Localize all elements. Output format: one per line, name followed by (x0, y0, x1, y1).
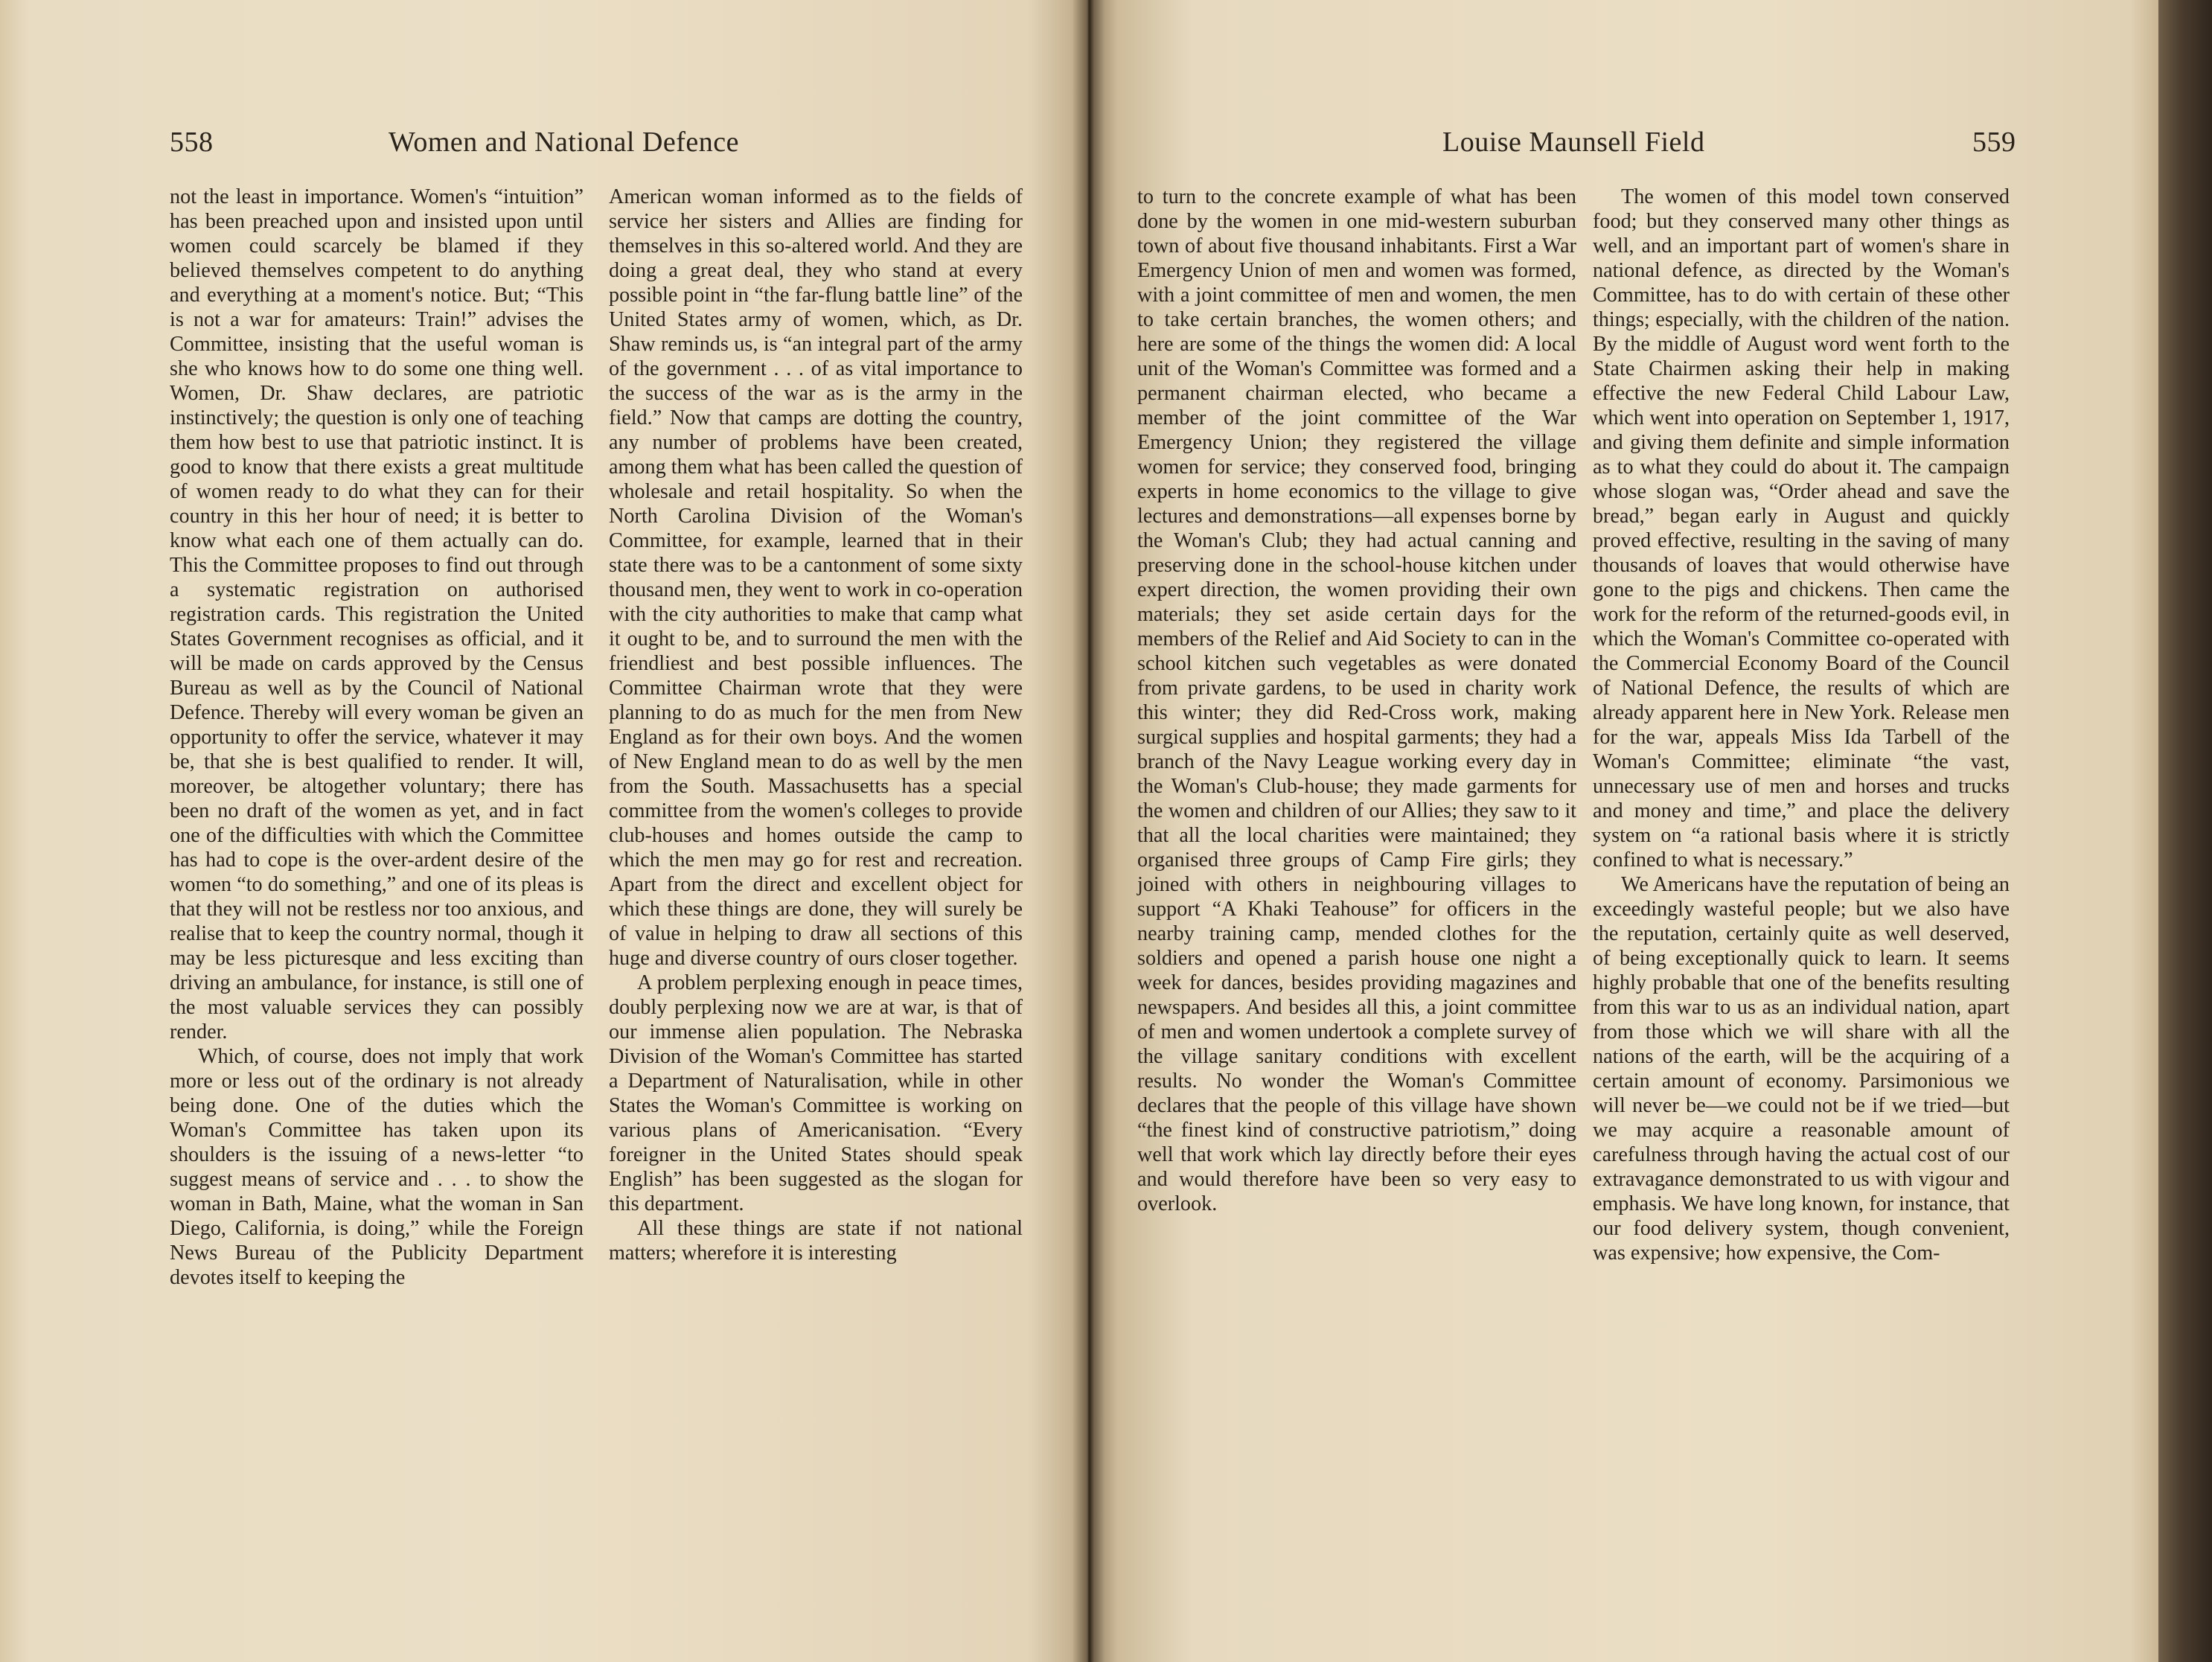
right-column-1 (1137, 185, 1576, 1216)
right-column-2 (1593, 185, 2010, 1265)
left-page-number: 558 (170, 127, 214, 158)
book-cover-edge (2158, 0, 2212, 1662)
paragraph: not the least in importance. Women's “intuition” has been preached upon and insisted upon until women could scarcely be blamed if they believed themselves competent to do anything and everything at a moment's notice. But; “This is not a war for amateurs: Train!” advises the Committee, insisting that the useful woman is she who knows how to do some one thing well. Women, Dr. Shaw declares, are patriotic instinctively; the question is only one of teaching them how best to use that patriotic instinct. It is good to know that there exists a great multitude of women ready to do what they can for their country in this her hour of need; it is better to know what each one of them actually can do. This the Committee proposes to find out through a systematic registration on authorised registration cards. This registration the United States Government recognises as official, and it will be made on cards approved by the Census Bureau as well as by the Council of National Defence. Thereby will every woman be given an opportunity to offer the service, whatever it may be, that she is best qualified to render. It will, moreover, be altogether voluntary; there has been no draft of the women as yet, and in fact one of the difficulties with which the Committee has had to cope is the over-ardent desire of the women “to do something,” and one of its pleas is that they will not be restless nor too anxious, and realise that to keep the country normal, though it may be less picturesque and less exciting than driving an ambulance, for instance, is still one of the most valuable services they can possibly render. (170, 185, 584, 1043)
left-running-title: Women and National Defence (389, 127, 740, 158)
paragraph: Which, of course, does not imply that work more or less out of the ordinary is not already being done. One of the duties which the Woman's Committee has taken upon its shoulders is the issuing of a news-letter “to suggest means of service and . . . to show the woman in Bath, Maine, what the woman in San Diego, California, is doing,” while the Foreign News Bureau of the Publicity Department devotes itself to keeping the (170, 1045, 584, 1289)
paragraph: All these things are state if not national matters; wherefore it is interesting (609, 1217, 1023, 1265)
book-spine-shadow (1072, 0, 1105, 1662)
paragraph: The women of this model town conserved food; but they conserved many other things as well, and an important part of women's share in national defence, as directed by the Woman's Committee, has to do with certain of these other things; especially, with the children of the nation. By the middle of August word went forth to the State Chairmen asking their help in making effective the new Federal Child Labour Law, which went into operation on September 1, 1917, and giving them definite and simple information as to what they could do about it. The campaign whose slogan was, “Order ahead and save the bread,” began early in August and quickly proved effective, resulting in the saving of many thousands of loaves that would otherwise have gone to the pigs and chickens. Then came the work for the reform of the returned-goods evil, in which the Woman's Committee co-operated with the Commercial Economy Board of the Council of National Defence, the results of which are already apparent here in New York. Release men for the war, appeals Miss Ida Tarbell of the Woman's Committee; eliminate “the vast, unnecessary use of men and horses and trucks and money and time,” and place the delivery system on “a rational basis where it is strictly confined to what is necessary.” (1593, 185, 2010, 872)
right-page (1088, 0, 2158, 1662)
left-column-2 (609, 185, 1023, 1265)
right-page-number: 559 (1972, 127, 2016, 158)
paragraph: We Americans have the reputation of being an exceedingly wasteful people; but we also have the reputation, certainly quite as well deserved, of being exceptionally quick to learn. It seems highly probable that one of the benefits resulting from this war to us as an individual nation, apart from those which we will share with all the nations of the earth, will be the acquiring of a certain amount of economy. Parsimonious we will never be—we could not be if we tried—but we may acquire a reasonable amount of carefulness through having the actual cost of our extravagance demonstrated to us with vigour and emphasis. We have long known, for instance, that our food delivery system, though convenient, was expensive; how expensive, the Com- (1593, 873, 2010, 1265)
left-page (0, 0, 1088, 1662)
paragraph: A problem perplexing enough in peace times, doubly perplexing now we are at war, is that of our immense alien population. The Nebraska Division of the Woman's Committee has started a Department of Naturalisation, while in other States the Woman's Committee is working on various plans of Americanisation. “Every foreigner in the United States should speak English” has been suggested as the slogan for this department. (609, 971, 1023, 1215)
paragraph: to turn to the concrete example of what has been done by the women in one mid-western suburban town of about five thousand inhabitants. First a War Emergency Union of men and women was formed, with a joint committee of men and women, the men to take certain branches, the women others; and here are some of the things the women did: A local unit of the Woman's Committee was formed and a permanent chairman elected, who became a member of the joint committee of the War Emergency Union; they registered the village women for service; they conserved food, bringing experts in home economics to the village to give lectures and demonstrations—all expenses borne by the Woman's Club; they had actual canning and preserving done in the school-house kitchen under expert direction, the women providing their own materials; they set aside certain days for the members of the Relief and Aid Society to can in the school kitchen such vegetables as were donated from private gardens, to be used in charity work this winter; they did Red-Cross work, making surgical supplies and hospital garments; they had a branch of the Navy League working every day in the Woman's Club-house; they made garments for the women and children of our Allies; they saw to it that all the local charities were maintained; they organised three groups of Camp Fire girls; they joined with others in neighbouring villages to support “A Khaki Teahouse” for officers in the nearby training camp, mended clothes for the soldiers and opened a parish house one night a week for dances, besides providing magazines and newspapers. And besides all this, a joint committee of men and women undertook a complete survey of the village sanitary conditions with excellent results. No wonder the Woman's Committee declares that the people of this village have shown “the finest kind of constructive patriotism,” doing well that work which lay directly before their eyes and would therefore have been so very easy to overlook. (1137, 185, 1576, 1215)
paragraph: American woman informed as to the fields of service her sisters and Allies are finding for themselves in this so-altered world. And they are doing a great deal, they who stand at every possible point in “the far-flung battle line” of the United States army of women, which, as Dr. Shaw reminds us, is “an integral part of the army of the government . . . of as vital importance to the success of the war as is the army in the field.” Now that camps are dotting the country, any number of problems have been created, among them what has been called the question of wholesale and retail hospitality. So when the North Carolina Division of the Woman's Committee, for example, learned that in their state there was to be a cantonment of some sixty thousand men, they went to work in co-operation with the city authorities to make that camp what it ought to be, and to surround the men with the friendliest and best possible influences. The Committee Chairman wrote that they were planning to do as much for the men from New England as for their own boys. And the women of New England mean to do as well by the men from the South. Massachusetts has a special committee from the women's colleges to provide club-houses and homes outside the camp to which the men may go for rest and recreation. Apart from the direct and excellent object for which these things are done, they will surely be of value in helping to draw all sections of this huge and diverse country of ours closer together. (609, 185, 1023, 970)
left-column-1 (170, 185, 584, 1290)
right-running-title: Louise Maunsell Field (1442, 127, 1705, 158)
